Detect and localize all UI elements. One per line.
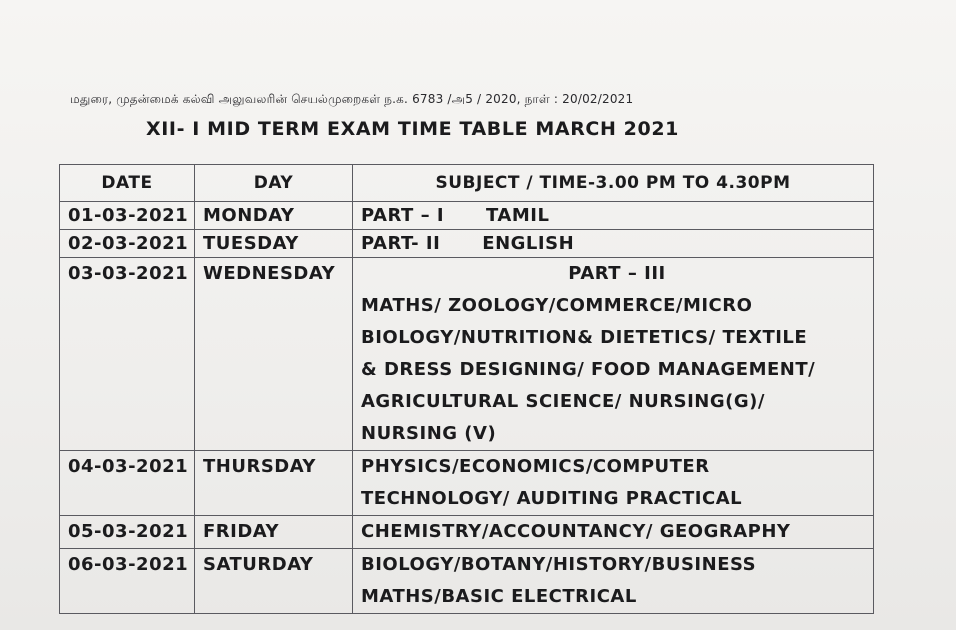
day-cell: WEDNESDAY [195, 258, 353, 451]
day-cell: TUESDAY [195, 230, 353, 258]
subject-cell [353, 202, 874, 230]
date-cell: 05-03-2021 [60, 516, 195, 549]
table-row [60, 202, 874, 230]
subject-line: BIOLOGY/NUTRITION& DIETETICS/ TEXTILE [361, 327, 808, 348]
header-date: DATE [60, 165, 195, 202]
date-cell: 01-03-2021 [60, 202, 195, 230]
page-title: XII- I MID TERM EXAM TIME TABLE MARCH 2021 [146, 118, 679, 140]
subject-line: AGRICULTURAL SCIENCE/ NURSING(G)/ [361, 391, 765, 412]
date-cell: 02-03-2021 [60, 230, 195, 258]
table-row [60, 258, 874, 451]
subject-cell [353, 230, 874, 258]
timetable-table [59, 164, 874, 614]
subject-line: TECHNOLOGY/ AUDITING PRACTICAL [361, 488, 743, 509]
subject-label: TAMIL [486, 205, 550, 226]
subject-cell [353, 516, 874, 549]
day-cell: THURSDAY [195, 451, 353, 516]
table-header-row [60, 165, 874, 202]
header-day: DAY [195, 165, 353, 202]
subject-line: & DRESS DESIGNING/ FOOD MANAGEMENT/ [361, 359, 816, 380]
date-cell: 03-03-2021 [60, 258, 195, 451]
part-label: PART – I [361, 205, 445, 226]
subject-line: CHEMISTRY/ACCOUNTANCY/ GEOGRAPHY [361, 521, 791, 542]
day-cell: FRIDAY [195, 516, 353, 549]
day-cell: MONDAY [195, 202, 353, 230]
subject-line: MATHS/BASIC ELECTRICAL [361, 586, 637, 607]
subject-cell [353, 258, 874, 451]
reference-line: மதுரை, முதன்மைக் கல்வி அலுவலரின் செயல்முறைகள் ந.க. 6783 /அ5 / 2020, நாள் : 20/02/2021 [70, 92, 634, 106]
part-heading: PART – III [568, 263, 666, 284]
table-row [60, 549, 874, 614]
subject-line: MATHS/ ZOOLOGY/COMMERCE/MICRO [361, 295, 753, 316]
table-row [60, 516, 874, 549]
subject-cell [353, 549, 874, 614]
subject-line: BIOLOGY/BOTANY/HISTORY/BUSINESS [361, 554, 757, 575]
subject-cell [353, 451, 874, 516]
part-label: PART- II [361, 233, 441, 254]
day-cell: SATURDAY [195, 549, 353, 614]
table-row [60, 451, 874, 516]
date-cell: 04-03-2021 [60, 451, 195, 516]
timetable [59, 164, 874, 614]
subject-line: PHYSICS/ECONOMICS/COMPUTER [361, 456, 710, 477]
date-cell: 06-03-2021 [60, 549, 195, 614]
table-row [60, 230, 874, 258]
header-subject: SUBJECT / TIME-3.00 PM TO 4.30PM [353, 165, 874, 202]
subject-line: NURSING (V) [361, 423, 497, 444]
subject-label: ENGLISH [482, 233, 575, 254]
